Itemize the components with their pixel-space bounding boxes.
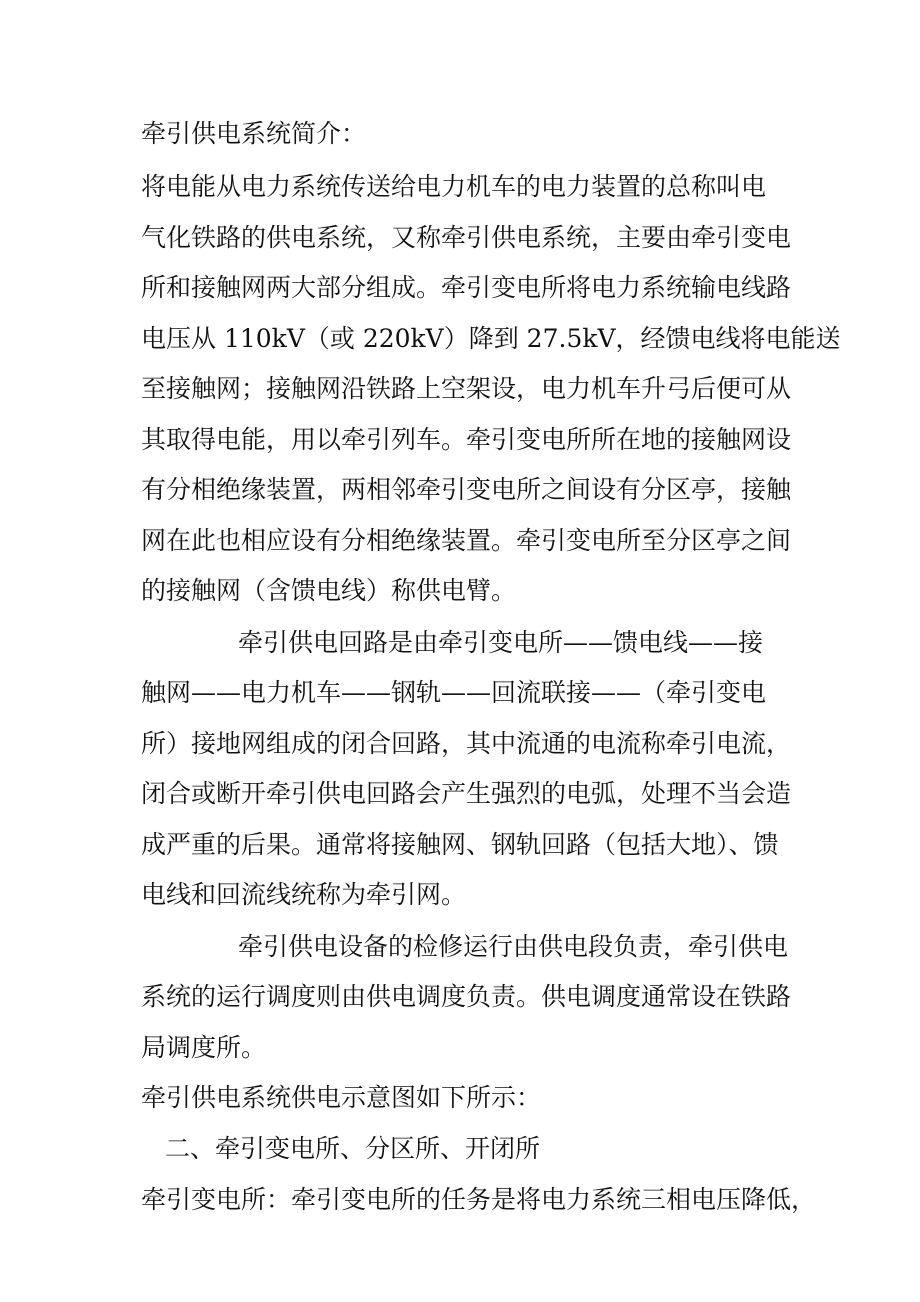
paragraph-3-line-1: 牵引供电设备的检修运行由供电段负责，牵引供电	[238, 932, 789, 961]
paragraph-1-line-7: 有分相绝缘装置，两相邻牵引变电所之间设有分区亭，接触	[141, 475, 792, 504]
paragraph-2-line-4: 闭合或断开牵引供电回路会产生强烈的电弧，处理不当会造	[141, 779, 792, 808]
paragraph-1-line-5: 至接触网；接触网沿铁路上空架设，电力机车升弓后便可从	[141, 374, 792, 403]
paragraph-2-line-3: 所）接地网组成的闭合回路，其中流通的电流称牵引电流，	[141, 729, 792, 758]
diagram-caption: 牵引供电系统供电示意图如下所示：	[141, 1083, 542, 1112]
paragraph-1-line-4: 电压从 110kV（或 220kV）降到 27.5kV，经馈电线将电能送	[141, 324, 841, 353]
paragraph-2-line-2: 触网——电力机车——钢轨——回流联接——（牵引变电	[141, 678, 767, 707]
paragraph-1-line-3: 所和接触网两大部分组成。牵引变电所将电力系统输电线路	[141, 273, 792, 302]
paragraph-2-line-5: 成严重的后果。通常将接触网、钢轨回路（包括大地）、馈	[141, 830, 779, 859]
paragraph-3-line-3: 局调度所。	[141, 1033, 267, 1062]
paragraph-1-line-2: 气化铁路的供电系统，又称牵引供电系统，主要由牵引变电	[141, 223, 792, 252]
paragraph-1-line-1: 将电能从电力系统传送给电力机车的电力装置的总称叫电	[141, 172, 767, 201]
document-title: 牵引供电系统简介：	[141, 119, 367, 148]
paragraph-1-line-9: 的接触网（含馈电线）称供电臂。	[141, 576, 517, 605]
paragraph-3-line-2: 系统的运行调度则由供电调度负责。供电调度通常设在铁路	[141, 982, 792, 1011]
paragraph-1-line-6: 其取得电能，用以牵引列车。牵引变电所所在地的接触网设	[141, 425, 792, 454]
paragraph-2-line-1: 牵引供电回路是由牵引变电所——馈电线——接	[238, 628, 764, 657]
paragraph-1-line-8: 网在此也相应设有分相绝缘装置。牵引变电所至分区亭之间	[141, 526, 792, 555]
section-heading: 二、牵引变电所、分区所、开闭所	[165, 1134, 541, 1163]
paragraph-2-line-6: 电线和回流线统称为牵引网。	[141, 880, 467, 909]
substation-definition-line: 牵引变电所：牵引变电所的任务是将电力系统三相电压降低，	[141, 1185, 817, 1214]
